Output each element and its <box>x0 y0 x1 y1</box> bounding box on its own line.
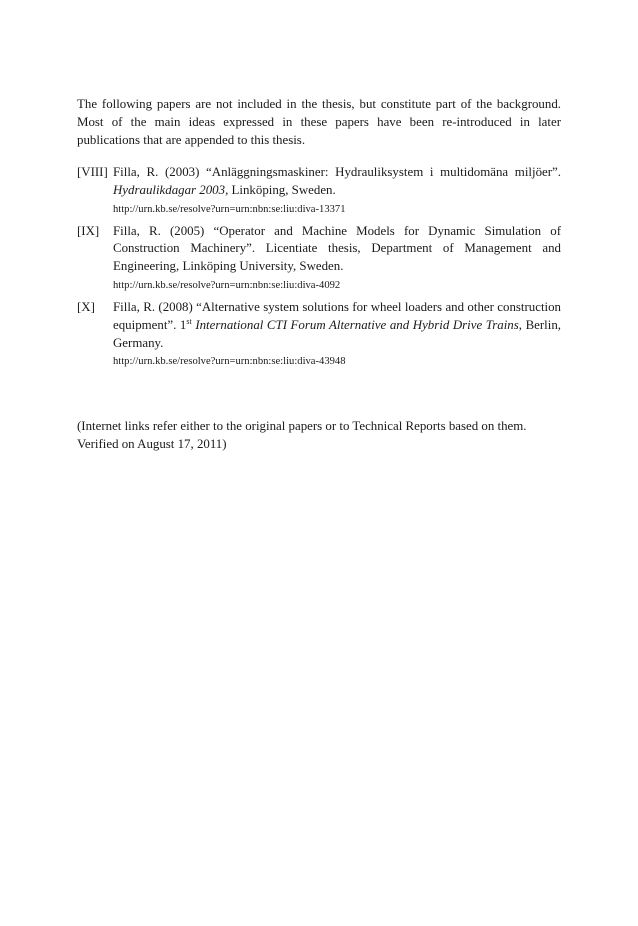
intro-paragraph: The following papers are not included in the thesis, but constitute part of the background. Most of the main ideas expressed in these papers have been re-introduced in later publications that are appended to this thesis. <box>77 97 561 147</box>
reference-venue: International CTI Forum Alternative and Hybrid Drive Trains <box>191 317 519 332</box>
reference-item <box>77 164 561 217</box>
reference-list <box>77 164 561 375</box>
reference-item <box>77 299 561 369</box>
reference-venue: Hydraulikdagar 2003 <box>113 182 226 197</box>
reference-link[interactable]: http://urn.kb.se/resolve?urn=urn:nbn:se:liu:diva-13371 <box>113 203 346 215</box>
reference-text: Filla, R. (2005) “Operator and Machine Models for Dynamic Simulation of Construction Machinery”. Licentiate thesis, Department of Management and Engineering, Linköping University, Sweden. <box>113 223 561 274</box>
ordinal-superscript: st <box>186 316 192 326</box>
reference-text: Filla, R. (2008) “Alternative system solutions for wheel loaders and other construction equipment”. 1st International CTI Forum Alternative and Hybrid Drive Trains, Berlin, Germany. <box>113 299 562 350</box>
reference-link[interactable]: http://urn.kb.se/resolve?urn=urn:nbn:se:liu:diva-4092 <box>113 279 341 291</box>
reference-link[interactable]: http://urn.kb.se/resolve?urn=urn:nbn:se:liu:diva-43948 <box>113 356 346 368</box>
reference-id: [IX] <box>77 223 100 238</box>
reference-text: Filla, R. (2003) “Anläggningsmaskiner: Hydrauliksystem i multidomäna miljöer”. Hydraulikdagar 2003, Linköping, Sweden. <box>113 165 561 197</box>
footnote-line: Verified on August 17, 2011) <box>77 436 227 451</box>
footnote-line: (Internet links refer either to the original papers or to Technical Reports based on them. <box>77 419 527 433</box>
reference-id: [X] <box>77 299 95 314</box>
reference-id: [VIII] <box>77 165 108 179</box>
footnote <box>77 418 577 454</box>
reference-item <box>77 223 561 293</box>
